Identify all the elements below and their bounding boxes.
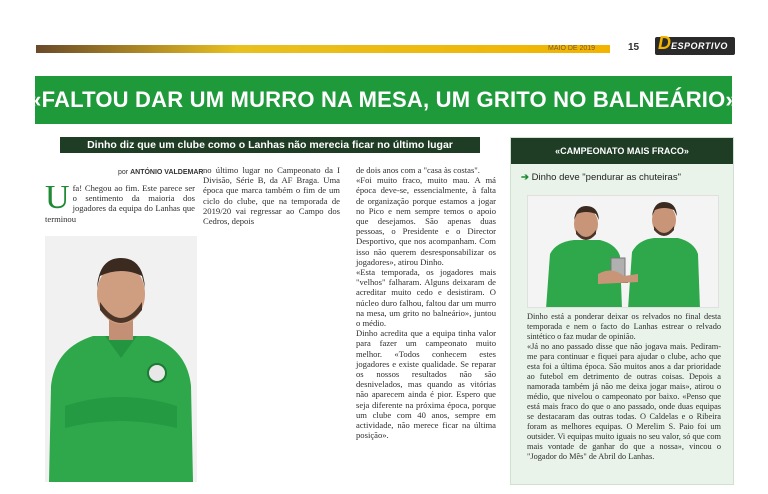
player-illustration xyxy=(45,236,197,482)
sidebar-subtitle xyxy=(521,172,681,183)
logo-letter: D xyxy=(658,33,671,53)
sidebar-header xyxy=(511,138,733,164)
subheadline-bar xyxy=(60,137,480,153)
article-paragraph: «Foi muito fraco, muito mau. A má época deve-se, essencialmente, à falta de organização porque estamos a jogar no Pico e nem sempre temos o apoio que desejamos. São apenas duas pessoas, o Presidente e o Director Desportivo, que nos acompanham. Com isso não querem desresponsabilizar os jogadores», atirou Dinho. xyxy=(356,175,496,267)
desportivo-logo xyxy=(655,33,735,55)
headline-text: «FALTOU DAR UM MURRO NA MESA, UM GRITO NO BALNEÁRIO» xyxy=(29,87,738,112)
article-column-2 xyxy=(203,165,340,226)
drop-cap: U xyxy=(45,179,70,216)
arrow-right-icon: ➔ xyxy=(521,172,529,183)
article-column-3 xyxy=(356,165,496,440)
header-color-bar xyxy=(36,45,610,53)
article-column-1 xyxy=(45,179,195,224)
subheadline-text: Dinho diz que um clube como o Lanhas não merecia ficar no último lugar xyxy=(87,139,453,151)
byline xyxy=(118,169,203,176)
award-photo xyxy=(527,195,719,308)
sidebar-text xyxy=(527,312,721,462)
article-paragraph: «Esta temporada, os jogadores mais "velhos" falharam. Alguns deixaram de acreditar muito cedo e desistiram. O núcleo duro falhou, faltou dar um murro na mesa, um grito no balneário», juntou o médio. xyxy=(356,267,496,329)
article-paragraph: Dinho acredita que a equipa tinha valor para fazer um campeonato muito melhor. «Todos conhecem estes jogadores e existe qualidade. Se reparar os nossos resultados não são desnivelados, mas quando as vitórias não aparecem ainda é pior. Espero que seja diferente na próxima época, porque um clube com 40 anos, sempre em actividade, não merece ficar na última posição». xyxy=(356,328,496,441)
headline-banner xyxy=(29,76,738,124)
player-portrait-photo xyxy=(45,236,197,482)
byline-prefix: por xyxy=(118,169,129,176)
article-paragraph: no último lugar no Campeonato da I Divisão, Série B, da AF Braga. Uma época que marca também o fim de um ciclo do clube, que na temporada de 2019/20 vai regressar ao Campo dos Cedros, depois xyxy=(203,165,340,227)
sidebar-paragraph: Dinho está a ponderar deixar os relvados no final desta temporada e nem o facto do Lanhas estrear o relvado sintético o faz mudar de opinião. xyxy=(527,312,721,341)
byline-author: ANTÓNIO VALDEMAR xyxy=(130,169,204,176)
sidebar-subtitle-text: Dinho deve "pendurar as chuteiras" xyxy=(531,172,681,183)
article-paragraph: de dois anos com a "casa às costas". xyxy=(356,165,480,175)
sidebar-box xyxy=(510,137,734,485)
page-number: 15 xyxy=(628,42,640,53)
logo-text: ESPORTIVO xyxy=(671,41,728,51)
sidebar-title: «CAMPEONATO MAIS FRACO» xyxy=(555,146,689,156)
article-intro: fa! Chegou ao fim. Este parece ser o sentimento da maioria dos jogadores da equipa do Lanhas que terminou xyxy=(45,183,195,224)
award-illustration xyxy=(528,196,719,308)
issue-date: MAIO DE 2019 xyxy=(548,45,596,52)
sidebar-paragraph: «Já no ano passado disse que não jogava mais. Pediram-me para continuar e fiquei para ajudar o clube, acho que esta foi a última época. São muitos anos a dar prioridade ao futebol em detrimento de outras coisas. Depois a namorada também já não me deixa jogar mais», atirou o médio, que nivelou o campeonato por baixo. «Penso que está mais fraco do que o ano passado, onde duas equipas se destacaram das outras todas. O Caldelas e o Ribeira foram as melhores equipas. O Merelim S. Paio foi um outsider. Vi equipas muito iguais no seu valor, só que com mais vontade de ganhar do que a nossa», vincou o "Jogador do Mês" de Abril do Lanhas. xyxy=(527,342,721,461)
